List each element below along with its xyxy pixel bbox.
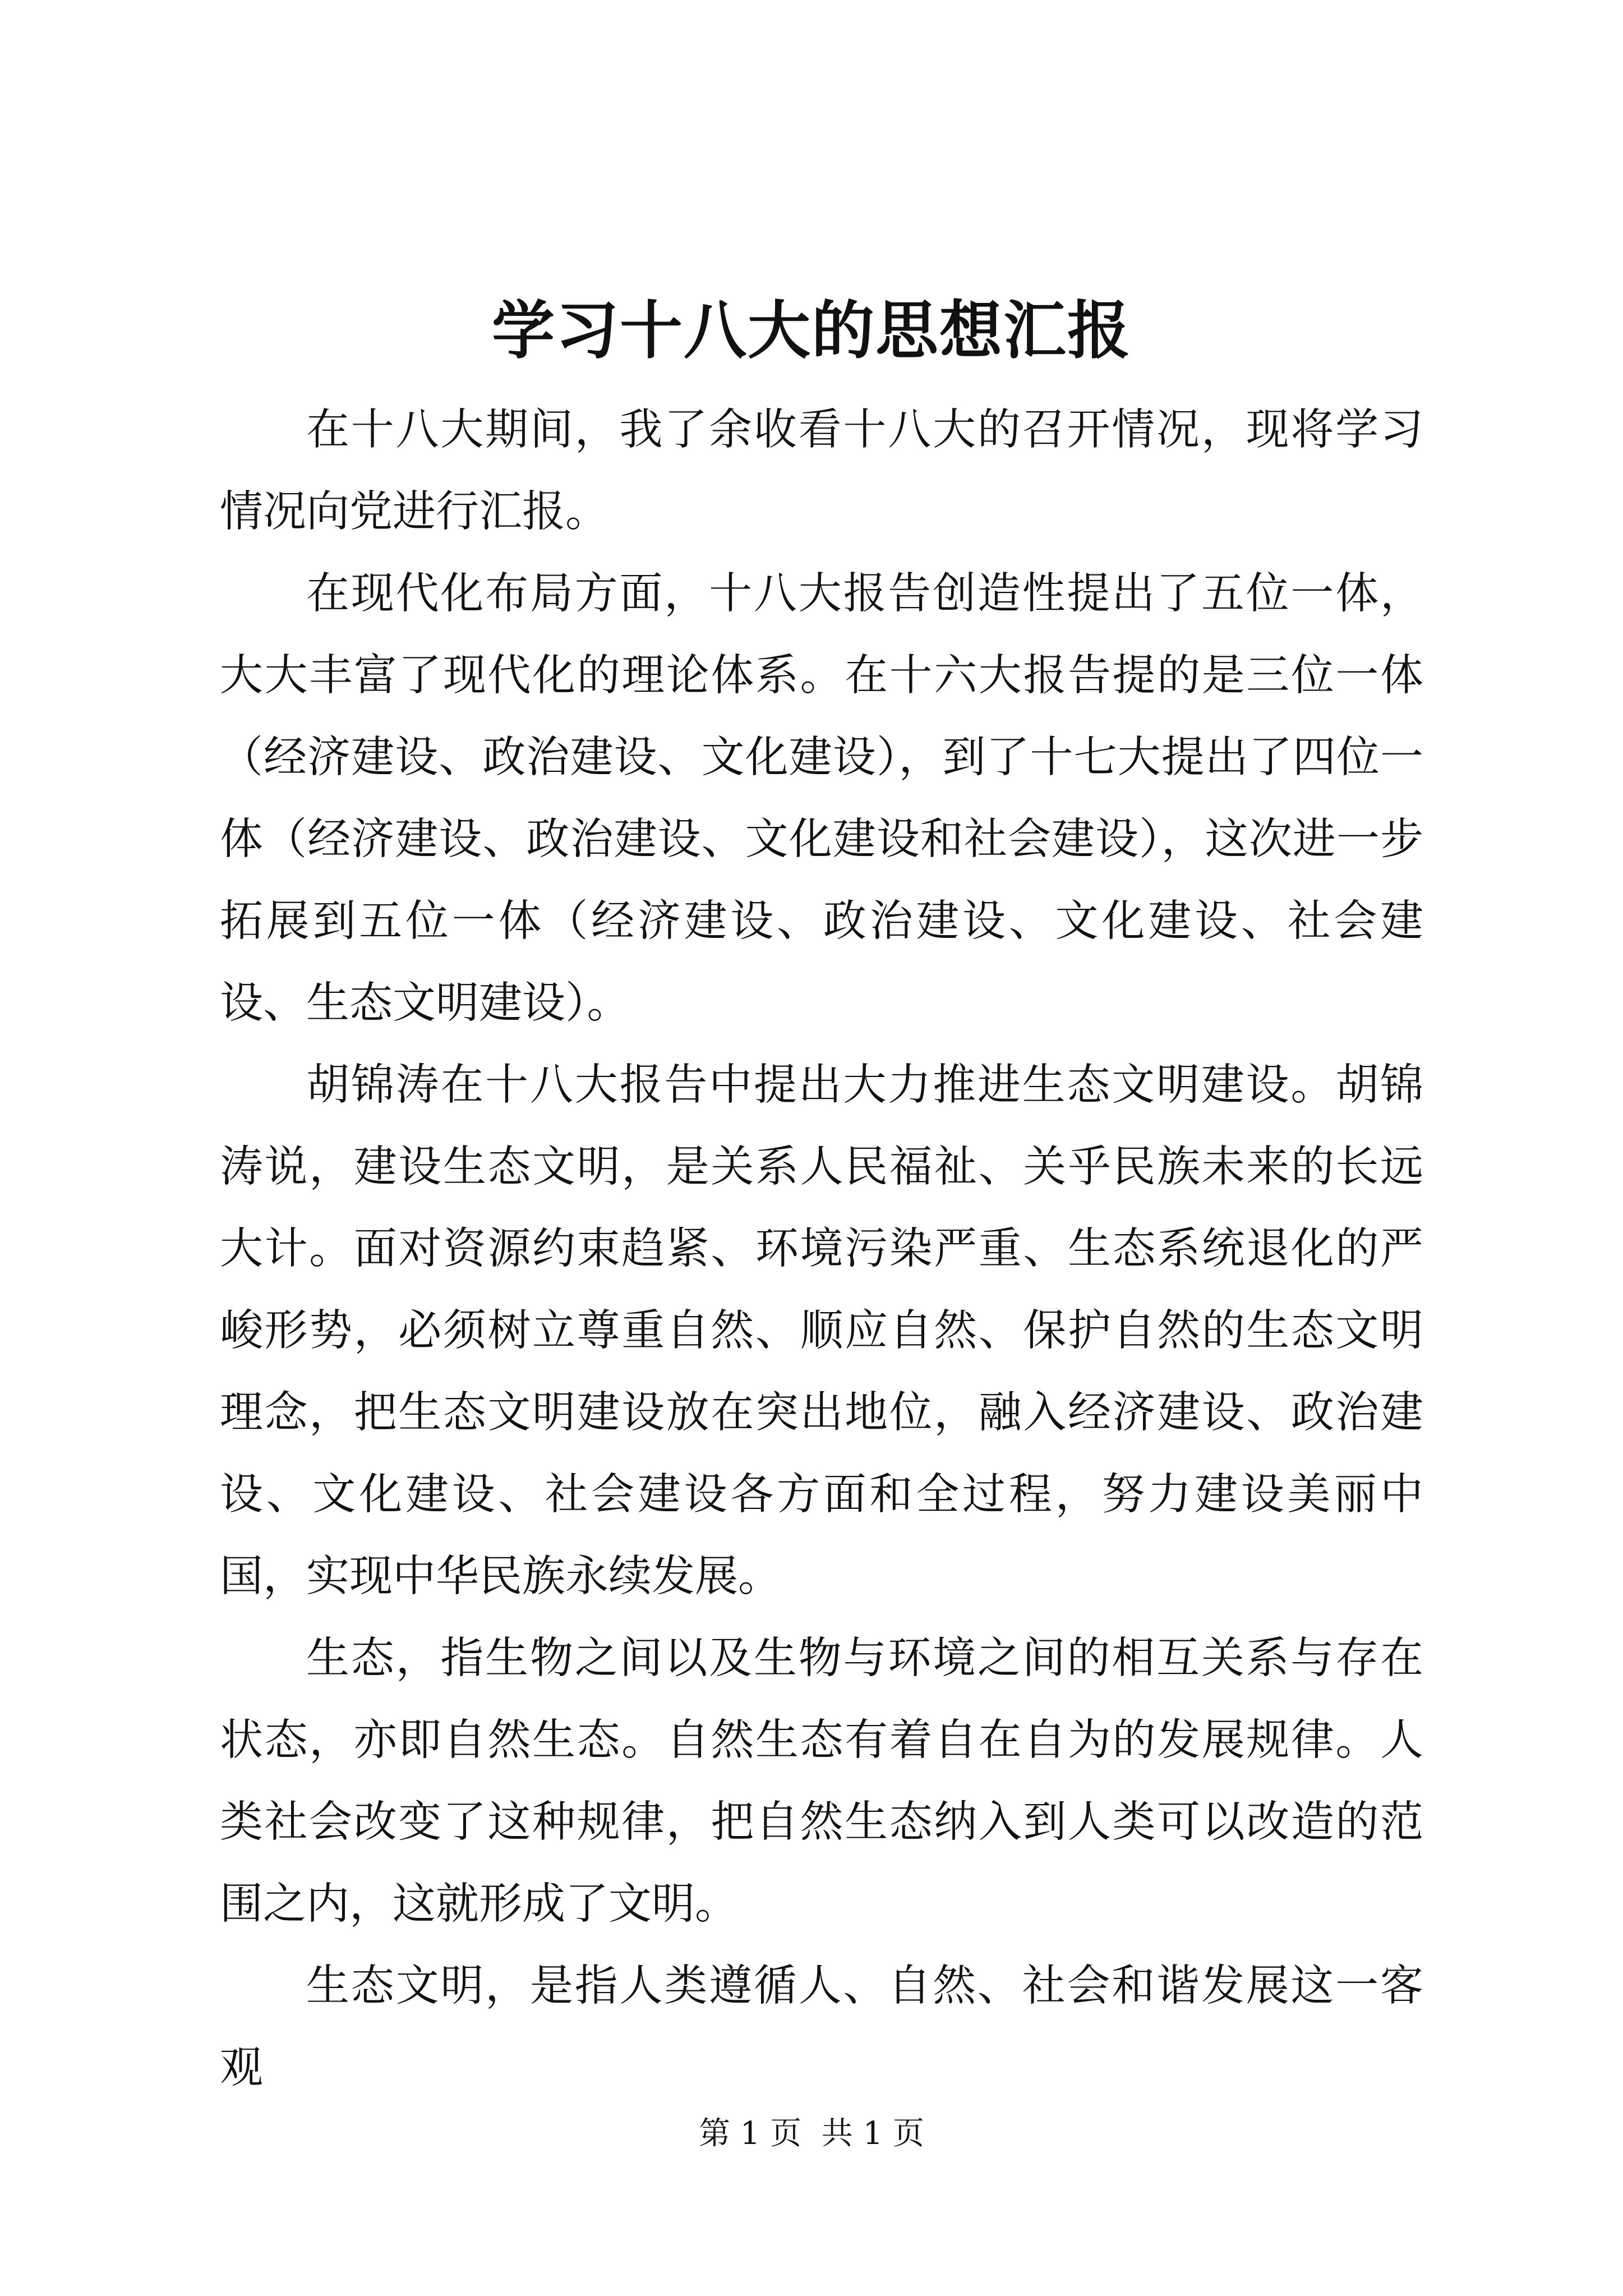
page-number: 第 1 页 [698,2115,802,2152]
page-total: 共 1 页 [821,2115,925,2152]
document-body [220,389,1423,2109]
paragraph-2: 在现代化布局方面，十八大报告创造性提出了五位一体，大大丰富了现代化的理论体系。在十六大报告提的是三位一体（经济建设、政治建设、文化建设），到了十七大提出了四位一体（经济建设、政治建设、文化建设和社会建设），这次进一步拓展到五位一体（经济建设、政治建设、文化建设、社会建设、生态文明建设）。 [220,569,1423,1028]
document-title: 学习十八大的思想汇报 [492,294,1131,367]
paragraph-3: 胡锦涛在十八大报告中提出大力推进生态文明建设。胡锦涛说，建设生态文明，是关系人民福祉、关乎民族未来的长远大计。面对资源约束趋紧、环境污染严重、生态系统退化的严峻形势，必须树立尊重自然、顺应自然、保护自然的生态文明理念，把生态文明建设放在突出地位，融入经济建设、政治建设、文化建设、社会建设各方面和全过程，努力建设美丽中国，实现中华民族永续发展。 [220,1060,1423,1602]
paragraph-4: 生态，指生物之间以及生物与环境之间的相互关系与存在状态，亦即自然生态。自然生态有着自在自为的发展规律。人类社会改变了这种规律，把自然生态纳入到人类可以改造的范围之内，这就形成了文明。 [220,1634,1423,1929]
paragraph-5: 生态文明，是指人类遵循人、自然、社会和谐发展这一客观 [220,1961,1423,2093]
paragraph-1: 在十八大期间，我了余收看十八大的召开情况，现将学习情况向党进行汇报。 [220,405,1423,537]
page-footer [0,2114,1623,2154]
